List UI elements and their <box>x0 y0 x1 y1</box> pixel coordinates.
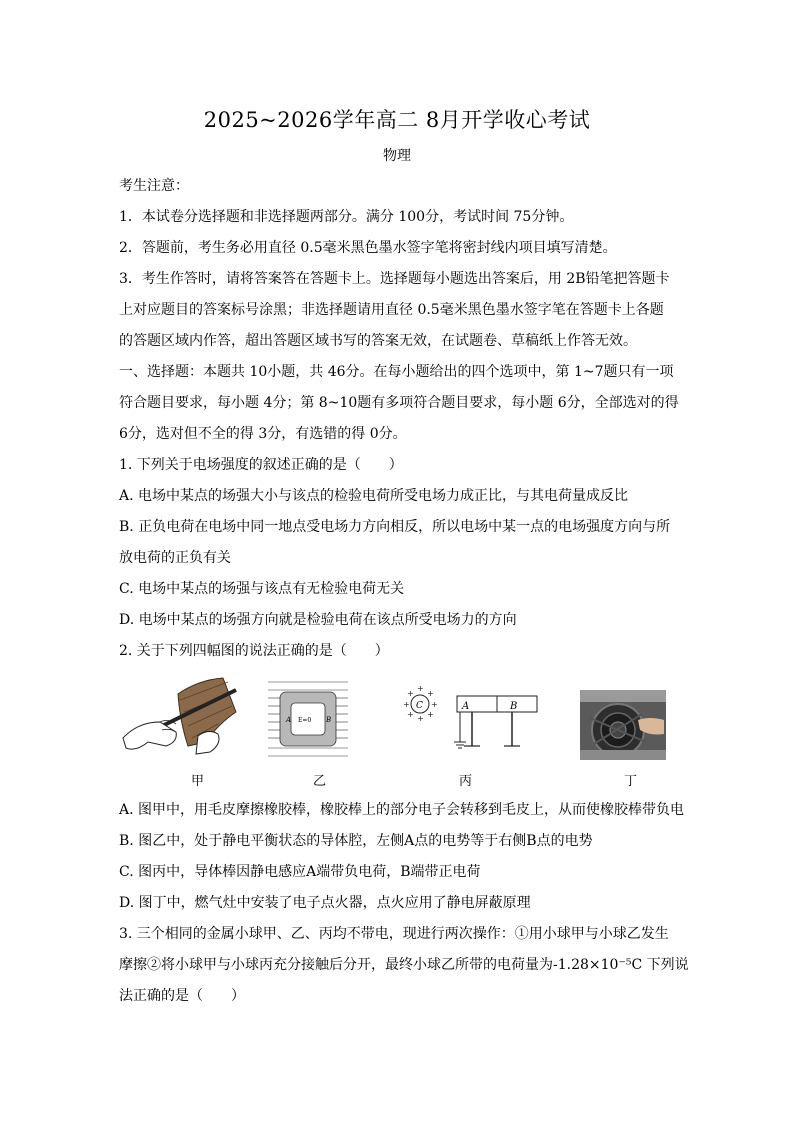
svg-text:+: + <box>427 689 434 698</box>
fig-bing-label-b: B <box>510 701 518 712</box>
svg-text:+: + <box>407 710 414 719</box>
q2-option-b: B. 图乙中，处于静电平衡状态的导体腔，左侧A点的电势等于右侧B点的电势 <box>119 833 593 849</box>
question-2-stem: 2. 关于下列四幅图的说法正确的是（ ） <box>119 643 389 659</box>
notice-heading: 考生注意： <box>119 178 189 194</box>
fig-yi-label-field: E=0 <box>298 717 312 724</box>
notice-item: 2．答题前，考生务必用直径 0.5毫米黑色墨水签字笔将密封线内项目填写清楚。 <box>119 240 617 256</box>
notice-item: 3．考生作答时，请将答案答在答题卡上。选择题每小题选出答案后，用 2B铅笔把答题卡 <box>119 271 670 287</box>
svg-text:+: + <box>407 689 414 698</box>
fig-yi-label-a: A <box>286 716 292 724</box>
q2-option-c: C. 图丙中，导体棒因静电感应A端带负电荷，B端带正电荷 <box>119 864 481 880</box>
svg-text:+: + <box>417 714 424 723</box>
q2-option-a: A. 图甲中，用毛皮摩擦橡胶棒，橡胶棒上的部分电子会转移到毛皮上，从而使橡胶棒带负电 <box>119 802 685 818</box>
notice-item: 1．本试卷分选择题和非选择题两部分。满分 100分，考试时间 75分钟。 <box>119 209 574 225</box>
fig-yi-label-b: B <box>326 716 332 724</box>
section-intro: 一、选择题：本题共 10小题，共 46分。在每小题给出的四个选项中，第 1~7题只有一项 <box>119 364 674 380</box>
question-3-stem: 3. 三个相同的金属小球甲、乙、丙均不带电，现进行两次操作：①用小球甲与小球乙发生 <box>119 926 669 942</box>
section-intro: 符合题目要求，每小题 4分；第 8~10题有多项符合题目要求，每小题 6分，全部选对的得 <box>119 395 679 411</box>
question-1-stem: 1. 下列关于电场强度的叙述正确的是（ ） <box>119 457 403 473</box>
figure-caption-jia: 甲 <box>191 774 205 789</box>
svg-text:+: + <box>403 700 410 709</box>
notice-item: 上对应题目的答案标号涂黑；非选择题请用直径 0.5毫米黑色墨水签字笔在答题卡上各题 <box>119 302 664 318</box>
q1-option-b-cont: 放电荷的正负有关 <box>119 550 231 566</box>
notice-item: 的答题区域内作答，超出答题区域书写的答案无效，在试题卷、草稿纸上作答无效。 <box>119 333 637 349</box>
figure-bing-electrostatic-induction <box>400 684 550 756</box>
fig-bing-label-c: C <box>416 701 423 711</box>
figure-caption-yi: 乙 <box>313 774 327 789</box>
svg-text:+: + <box>417 684 424 693</box>
question-3-stem-cont: 摩擦②将小球甲与小球丙充分接触后分开，最终小球乙所带的电荷量为-1.28×10⁻⁵C 下列说 <box>119 957 689 973</box>
q1-option-d: D. 电场中某点的场强方向就是检验电荷在该点所受电场力的方向 <box>119 612 517 628</box>
question-3-stem-end: 法正确的是（ ） <box>119 988 245 1004</box>
section-intro: 6分，选对但不全的得 3分，有选错的得 0分。 <box>119 426 407 442</box>
q2-option-d: D. 图丁中，燃气灶中安装了电子点火器，点火应用了静电屏蔽原理 <box>119 895 531 911</box>
subject-label: 物理 <box>383 148 411 164</box>
q1-option-b: B. 正负电荷在电场中同一地点受电场力方向相反，所以电场中某一点的电场强度方向与所 <box>119 519 671 535</box>
svg-text:+: + <box>427 710 434 719</box>
figure-caption-ding: 丁 <box>624 774 638 789</box>
figure-caption-bing: 丙 <box>459 774 473 789</box>
figure-yi-conductor-cavity <box>266 676 350 764</box>
figure-ding-gas-stove-photo <box>580 690 666 760</box>
svg-text:+: + <box>431 700 438 709</box>
fig-bing-label-a: A <box>462 701 470 712</box>
page-title: 2025~2026学年高二 8月开学收心考试 <box>203 108 591 132</box>
figure-jia-rubbing-illustration <box>118 672 243 762</box>
q1-option-a: A. 电场中某点的场强大小与该点的检验电荷所受电场力成正比，与其电荷量成反比 <box>119 488 629 504</box>
q1-option-c: C. 电场中某点的场强与该点有无检验电荷无关 <box>119 581 405 597</box>
